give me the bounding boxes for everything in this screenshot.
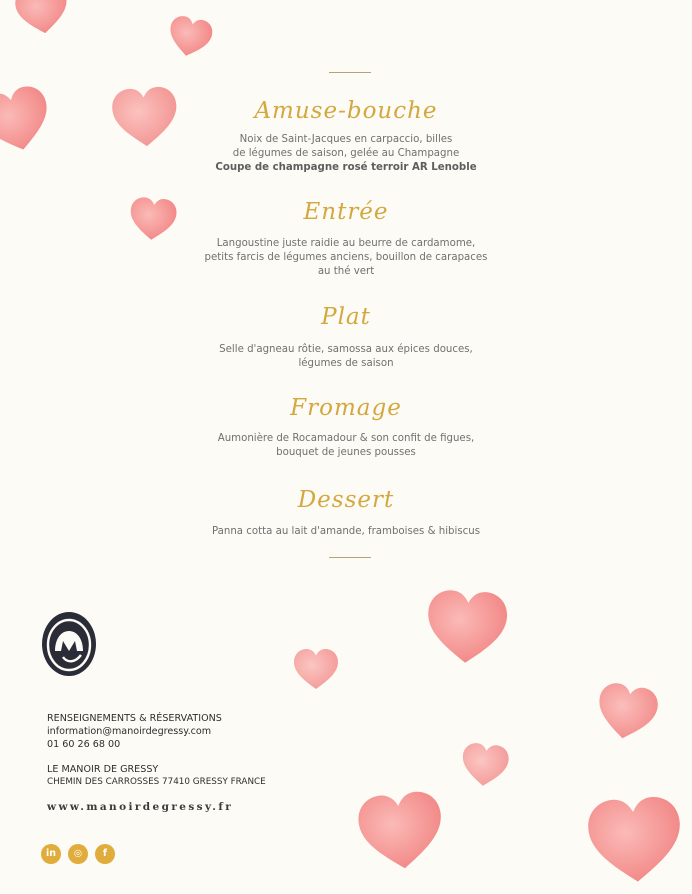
course-description xyxy=(150,525,542,539)
heart-decoration xyxy=(161,9,219,64)
heart-decoration xyxy=(587,674,667,749)
course-description xyxy=(150,432,542,460)
course-description xyxy=(150,343,542,371)
heart-decoration xyxy=(414,581,520,672)
address-block xyxy=(47,763,266,789)
course-title: Fromage xyxy=(290,395,402,421)
course-description xyxy=(150,133,542,175)
contact-email[interactable]: information@manoirdegressy.com xyxy=(47,726,212,737)
course-title: Amuse-bouche xyxy=(254,98,438,124)
venue-name: LE MANOIR DE GRESSY xyxy=(47,764,159,775)
course-plat xyxy=(150,303,542,371)
contact-phone[interactable]: 01 60 26 68 00 xyxy=(47,739,121,750)
linkedin-icon[interactable]: in xyxy=(41,844,61,864)
heart-decoration xyxy=(0,0,85,43)
course-title: Plat xyxy=(321,304,371,330)
heart-decoration xyxy=(569,786,692,894)
course-line: Aumonière de Rocamadour & son confit de figues, xyxy=(217,433,475,444)
contact-heading: RENSEIGNEMENTS & RÉSERVATIONS xyxy=(47,713,222,724)
course-title: Dessert xyxy=(297,487,395,513)
instagram-icon[interactable]: ◎ xyxy=(68,844,88,864)
course-line: bouquet de jeunes pousses xyxy=(276,447,416,458)
heart-decoration xyxy=(348,781,455,881)
divider xyxy=(329,72,371,73)
heart-decoration xyxy=(453,737,518,793)
course-description xyxy=(150,237,542,279)
heart-decoration xyxy=(288,645,344,693)
manoir-logo xyxy=(41,611,97,677)
course-entree xyxy=(150,198,542,279)
course-line: de légumes de saison, gelée au Champagne xyxy=(232,148,460,159)
course-amuse-bouche xyxy=(150,97,542,175)
course-line: Langoustine juste raidie au beurre de cardamome, xyxy=(216,238,476,249)
wine-pairing: Coupe de champagne rosé terroir AR Lenoble xyxy=(215,162,477,173)
website-link[interactable]: www.manoirdegressy.fr xyxy=(47,801,234,813)
course-dessert xyxy=(150,486,542,539)
course-fromage xyxy=(150,394,542,460)
course-line: Noix de Saint-Jacques en carpaccio, billes xyxy=(239,134,453,145)
heart-decoration xyxy=(0,68,64,172)
facebook-icon[interactable]: f xyxy=(95,844,115,864)
divider xyxy=(329,557,371,558)
course-title: Entrée xyxy=(303,199,389,225)
course-line: petits farcis de légumes anciens, bouillon de carapaces xyxy=(204,252,488,263)
course-line: Panna cotta au lait d'amande, framboises & hibiscus xyxy=(211,526,481,537)
course-line: au thé vert xyxy=(317,266,375,277)
venue-address: CHEMIN DES CARROSSES 77410 GRESSY FRANCE xyxy=(47,777,266,787)
contact-block xyxy=(47,712,222,751)
course-line: légumes de saison xyxy=(298,358,394,369)
course-line: Selle d'agneau rôtie, samossa aux épices douces, xyxy=(219,344,473,355)
